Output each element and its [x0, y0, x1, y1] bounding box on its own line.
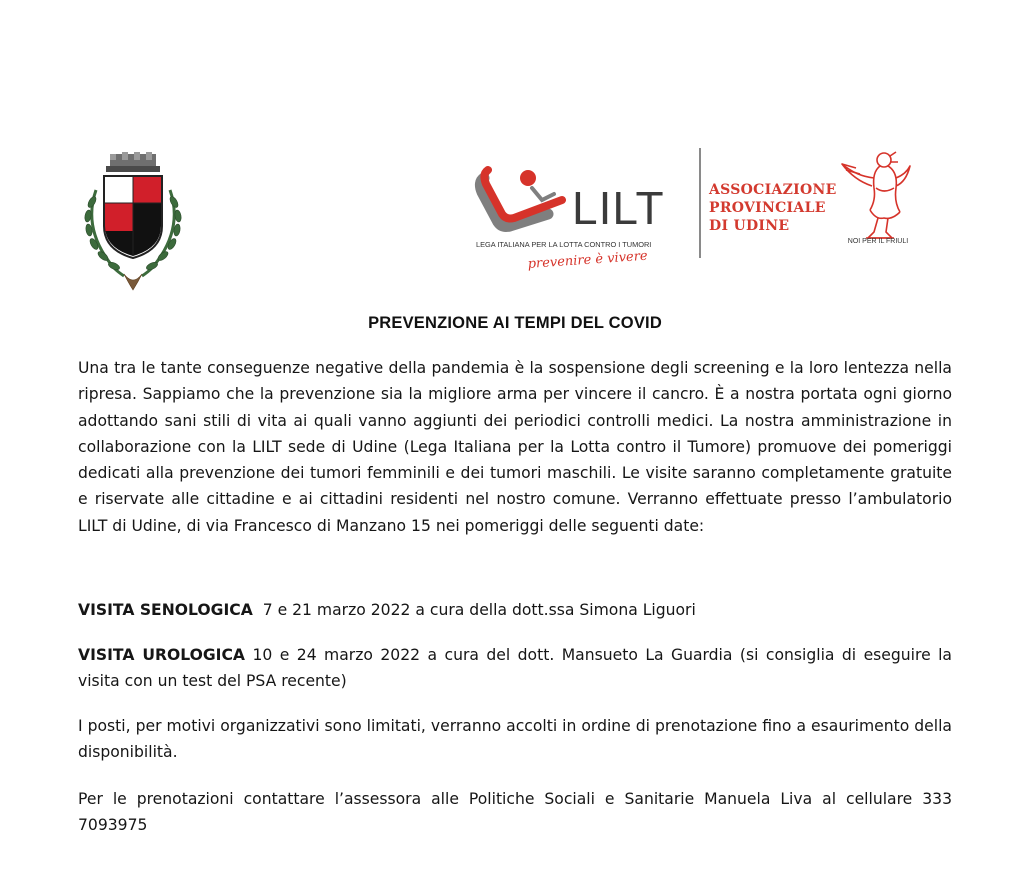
eagle-icon [842, 152, 910, 238]
lilt-tagline-script: prevenire è vivere [527, 248, 649, 272]
urologica-paragraph [78, 642, 952, 695]
association-name [709, 181, 837, 235]
senologica-text: 7 e 21 marzo 2022 a cura della dott.ssa Simona Liguori [252, 601, 696, 619]
senologica-paragraph [78, 597, 952, 623]
logo-divider [699, 148, 701, 258]
association-line: ASSOCIAZIONE [709, 182, 837, 198]
senologica-label: VISITA SENOLOGICA [78, 601, 253, 619]
lilt-tagline-upper: LEGA ITALIANA PER LA LOTTA CONTRO I TUMORI [476, 240, 652, 249]
page-title: PREVENZIONE AI TEMPI DEL COVID [368, 314, 662, 332]
posti-paragraph: I posti, per motivi organizzativi sono limitati, verranno accolti in ordine di prenotazione fino a esaurimento della disponibilità. [78, 717, 952, 762]
friuli-eagle-logo [836, 148, 920, 252]
lilt-mark-icon [480, 170, 562, 227]
shield-icon [104, 176, 162, 258]
association-line: DI UDINE [709, 218, 790, 234]
friuli-caption: NOI PER IL FRIULI [847, 238, 909, 245]
association-line: PROVINCIALE [709, 200, 826, 216]
prenotazioni-paragraph: Per le prenotazioni contattare l’assessora alle Politiche Sociali e Sanitarie Manuela Liva al cellulare 333 7093975 [78, 790, 952, 835]
urologica-text: 10 e 24 marzo 2022 a cura del dott. Mansueto La Guardia (si consiglia di eseguire la visita con un test del PSA recente) [78, 646, 952, 691]
crown-icon [106, 152, 160, 172]
municipal-crest-logo [74, 150, 192, 298]
urologica-label: VISITA UROLOGICA [78, 646, 245, 664]
intro-paragraph: Una tra le tante conseguenze negative della pandemia è la sospensione degli screening e la loro lentezza nella ripresa. Sappiamo che la prevenzione sia la migliore arma per vincere il cancro. È a nostra portata ogni giorno adottando sani stili di vita ai quali vanno aggiunti dei periodici controlli medici. La nostra amministrazione in collaborazione con la LILT sede di Udine (Lega Italiana per la Lotta contro il Tumore) promuove dei pomeriggi dedicati alla prevenzione dei tumori femminili e dei tumori maschili. Le visite saranno completamente gratuite e riservate alle cittadine e ai cittadini residenti nel nostro comune. Verranno effettuate presso l’ambulatorio LILT di Udine, di via Francesco di Manzano 15 nei pomeriggi delle seguenti date: [78, 359, 952, 535]
lilt-wordmark: LILT [572, 182, 665, 234]
lilt-logo [470, 148, 700, 278]
